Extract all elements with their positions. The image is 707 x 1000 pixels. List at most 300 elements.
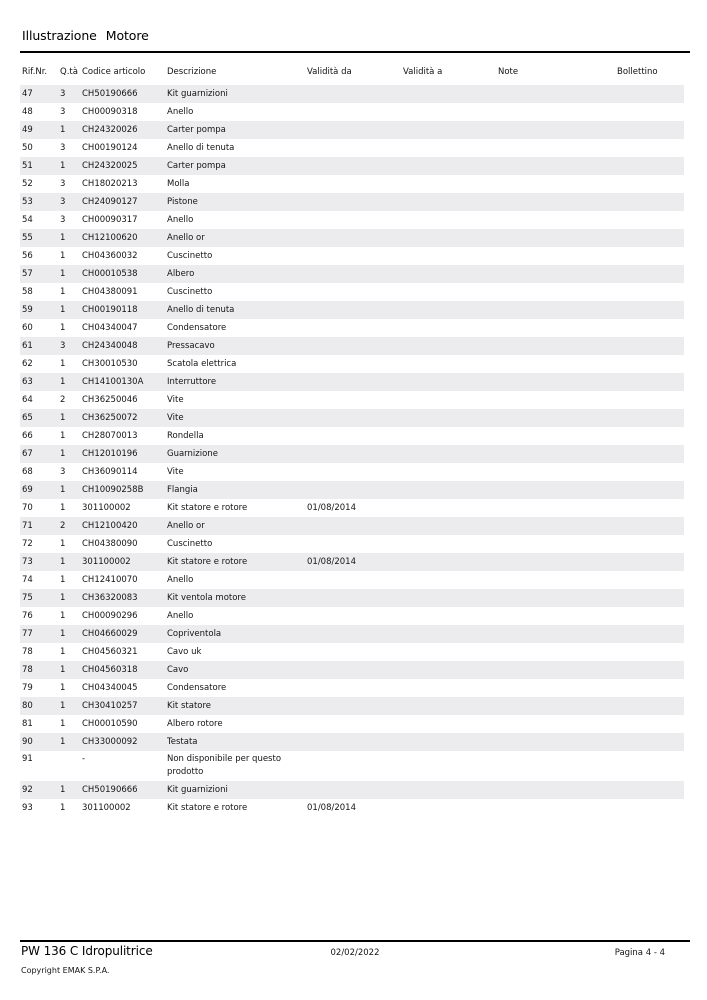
cell-rif: 47: [22, 89, 33, 99]
cell-rif: 63: [22, 377, 33, 387]
cell-qty: 1: [60, 593, 66, 603]
cell-vda: [307, 679, 403, 697]
cell-note: [498, 247, 617, 265]
cell-desc: Kit statore e rotore: [167, 557, 248, 567]
cell-rif: 93: [22, 803, 33, 813]
table-row: [20, 373, 684, 391]
cell-va: [403, 463, 498, 481]
cell-boll: [617, 571, 684, 589]
cell-desc: Kit guarnizioni: [167, 785, 228, 795]
cell-qty: 1: [60, 785, 66, 795]
cell-boll: [617, 445, 684, 463]
cell-boll: [617, 301, 684, 319]
cell-boll: [617, 175, 684, 193]
cell-rif: 91: [22, 754, 33, 764]
cell-rif: 65: [22, 413, 33, 423]
cell-note: [498, 391, 617, 409]
cell-code: -: [82, 754, 86, 764]
table-row: [20, 733, 684, 751]
cell-vda: [307, 175, 403, 193]
cell-qty: [57, 753, 82, 781]
cell-note: [498, 265, 617, 283]
table-header: [20, 63, 684, 81]
cell-note: [498, 661, 617, 679]
cell-boll: [617, 247, 684, 265]
cell-vda: [307, 319, 403, 337]
cell-desc: Cavo: [167, 665, 189, 675]
cell-qty: 2: [60, 521, 66, 531]
cell-vda: [307, 211, 403, 229]
cell-va: [403, 283, 498, 301]
cell-qty: 1: [60, 287, 66, 297]
cell-rif: 77: [22, 629, 33, 639]
cell-code: CH10090258B: [82, 485, 144, 495]
cell-va: [403, 319, 498, 337]
cell-note: [498, 571, 617, 589]
cell-rif: 76: [22, 611, 33, 621]
cell-note: [498, 373, 617, 391]
cell-desc: Cuscinetto: [167, 251, 213, 261]
table-row: [20, 643, 684, 661]
cell-va: [403, 355, 498, 373]
cell-code: CH24340048: [82, 341, 138, 351]
cell-qty: 1: [60, 431, 66, 441]
cell-code: CH30410257: [82, 701, 138, 711]
table-row: [20, 535, 684, 553]
cell-rif: 72: [22, 539, 33, 549]
cell-qty: 1: [60, 629, 66, 639]
cell-code: CH36090114: [82, 467, 138, 477]
cell-qty: 1: [60, 251, 66, 261]
cell-rif: 64: [22, 395, 33, 405]
cell-qty: 3: [60, 215, 66, 225]
cell-desc: Vite: [167, 395, 184, 405]
cell-vda: [307, 589, 403, 607]
table-header-row: [20, 63, 684, 81]
cell-note: [498, 85, 617, 103]
cell-vda: [307, 373, 403, 391]
cell-rif: 57: [22, 269, 33, 279]
cell-code: CH50190666: [82, 785, 138, 795]
cell-desc: Vite: [167, 467, 184, 477]
table-row: [20, 265, 684, 283]
cell-vda: [307, 661, 403, 679]
cell-vda: [307, 139, 403, 157]
cell-va: [403, 607, 498, 625]
cell-rif: 56: [22, 251, 33, 261]
cell-qty: 1: [60, 161, 66, 171]
cell-va: [403, 301, 498, 319]
table-row: [20, 715, 684, 733]
cell-qty: 1: [60, 449, 66, 459]
cell-qty: 3: [60, 197, 66, 207]
cell-rif: 74: [22, 575, 33, 585]
page-title-label: Illustrazione: [22, 28, 97, 43]
cell-desc: Kit statore e rotore: [167, 803, 248, 813]
table-row: [20, 799, 684, 817]
cell-desc: Kit statore: [167, 701, 212, 711]
cell-va: [403, 781, 498, 799]
cell-va: [403, 661, 498, 679]
cell-code: CH00090317: [82, 215, 138, 225]
cell-qty: 1: [60, 557, 66, 567]
cell-desc: Copriventola: [167, 629, 222, 639]
cell-desc: Vite: [167, 413, 184, 423]
cell-code: CH12010196: [82, 449, 138, 459]
cell-rif: 71: [22, 521, 33, 531]
cell-rif: 68: [22, 467, 33, 477]
cell-note: [498, 409, 617, 427]
cell-va: [403, 85, 498, 103]
cell-desc: Pistone: [167, 197, 198, 207]
cell-note: [498, 753, 617, 781]
cell-code: CH12410070: [82, 575, 138, 585]
cell-rif: 60: [22, 323, 33, 333]
table-row: [20, 463, 684, 481]
cell-vda: [307, 193, 403, 211]
table-row: [20, 211, 684, 229]
cell-vda: [307, 427, 403, 445]
cell-desc: Carter pompa: [167, 161, 226, 171]
cell-note: [498, 625, 617, 643]
cell-vda: 01/08/2014: [307, 557, 356, 567]
cell-boll: [617, 781, 684, 799]
cell-rif: 67: [22, 449, 33, 459]
cell-rif: 51: [22, 161, 33, 171]
cell-boll: [617, 319, 684, 337]
title-rule: [20, 51, 690, 53]
cell-qty: 3: [60, 341, 66, 351]
cell-rif: 70: [22, 503, 33, 513]
table-row: [20, 139, 684, 157]
cell-rif: 81: [22, 719, 33, 729]
cell-va: [403, 499, 498, 517]
cell-boll: [617, 427, 684, 445]
cell-va: [403, 535, 498, 553]
cell-note: [498, 301, 617, 319]
cell-desc: Testata: [167, 737, 198, 747]
cell-code: CH04560318: [82, 665, 138, 675]
cell-va: [403, 517, 498, 535]
table-row: [20, 679, 684, 697]
cell-code: CH24320026: [82, 125, 138, 135]
cell-desc: Anello: [167, 215, 194, 225]
cell-desc: Molla: [167, 179, 190, 189]
cell-va: [403, 229, 498, 247]
column-header-code: Codice articolo: [82, 67, 146, 77]
cell-note: [498, 781, 617, 799]
cell-vda: [307, 535, 403, 553]
cell-vda: 01/08/2014: [307, 503, 356, 513]
table-row: [20, 697, 684, 715]
page-title-value: Motore: [105, 28, 149, 43]
cell-boll: [617, 121, 684, 139]
cell-note: [498, 193, 617, 211]
cell-code: CH00010590: [82, 719, 138, 729]
table-row: [20, 355, 684, 373]
column-header-rif: Rif.Nr.: [22, 67, 48, 77]
cell-vda: [307, 283, 403, 301]
cell-vda: [307, 781, 403, 799]
cell-qty: 1: [60, 413, 66, 423]
cell-va: [403, 175, 498, 193]
cell-note: [498, 715, 617, 733]
cell-desc: Albero rotore: [167, 719, 223, 729]
cell-desc: Anello or: [167, 521, 205, 531]
cell-desc: Anello: [167, 107, 194, 117]
column-header-desc: Descrizione: [167, 67, 217, 77]
cell-note: [498, 355, 617, 373]
cell-vda: [307, 121, 403, 139]
cell-vda: [307, 715, 403, 733]
cell-note: [498, 799, 617, 817]
cell-note: [498, 121, 617, 139]
footer-page-number: Pagina 4 - 4: [614, 948, 665, 958]
table-row: [20, 175, 684, 193]
cell-boll: [617, 499, 684, 517]
cell-note: [498, 697, 617, 715]
cell-desc: Carter pompa: [167, 125, 226, 135]
cell-vda: [307, 355, 403, 373]
cell-rif: 50: [22, 143, 33, 153]
cell-va: [403, 139, 498, 157]
cell-rif: 55: [22, 233, 33, 243]
cell-desc: Anello: [167, 611, 194, 621]
cell-va: [403, 373, 498, 391]
cell-va: [403, 103, 498, 121]
cell-boll: [617, 607, 684, 625]
cell-qty: 1: [60, 701, 66, 711]
cell-code: CH04380091: [82, 287, 138, 297]
cell-rif: 53: [22, 197, 33, 207]
cell-boll: [617, 283, 684, 301]
table-row: [20, 499, 684, 517]
cell-desc: Kit guarnizioni: [167, 89, 228, 99]
cell-boll: [617, 733, 684, 751]
cell-note: [498, 337, 617, 355]
cell-qty: 1: [60, 377, 66, 387]
cell-code: CH14100130A: [82, 377, 144, 387]
cell-note: [498, 157, 617, 175]
cell-code: CH28070013: [82, 431, 138, 441]
cell-qty: 3: [60, 467, 66, 477]
column-header-va: Validità a: [403, 67, 443, 77]
cell-vda: [307, 643, 403, 661]
cell-code: CH00090318: [82, 107, 138, 117]
table-row: [20, 193, 684, 211]
cell-desc: Condensatore: [167, 683, 227, 693]
cell-code: CH18020213: [82, 179, 138, 189]
cell-code: CH36250046: [82, 395, 138, 405]
cell-vda: [307, 103, 403, 121]
cell-desc: Condensatore: [167, 323, 227, 333]
cell-qty: 1: [60, 539, 66, 549]
cell-code: CH00190118: [82, 305, 138, 315]
cell-qty: 3: [60, 179, 66, 189]
cell-vda: [307, 481, 403, 499]
cell-va: [403, 193, 498, 211]
cell-code: CH30010530: [82, 359, 138, 369]
cell-va: [403, 121, 498, 139]
cell-desc: Pressacavo: [167, 341, 215, 351]
cell-boll: [617, 697, 684, 715]
cell-note: [498, 211, 617, 229]
cell-note: [498, 589, 617, 607]
table-row: [20, 607, 684, 625]
cell-desc: Anello: [167, 575, 194, 585]
cell-rif: 92: [22, 785, 33, 795]
cell-boll: [617, 85, 684, 103]
cell-desc: Guarnizione: [167, 449, 218, 459]
cell-code: CH50190666: [82, 89, 138, 99]
cell-rif: 80: [22, 701, 33, 711]
column-header-note: Note: [498, 67, 519, 77]
cell-note: [498, 607, 617, 625]
cell-va: [403, 625, 498, 643]
cell-rif: 48: [22, 107, 33, 117]
table-row: [20, 661, 684, 679]
cell-note: [498, 481, 617, 499]
parts-table: [20, 85, 684, 817]
cell-code: CH00010538: [82, 269, 138, 279]
cell-qty: 1: [60, 683, 66, 693]
cell-vda: [307, 391, 403, 409]
cell-va: [403, 391, 498, 409]
table-row: [20, 589, 684, 607]
cell-boll: [617, 265, 684, 283]
cell-note: [498, 733, 617, 751]
cell-note: [498, 139, 617, 157]
cell-rif: 79: [22, 683, 33, 693]
cell-note: [498, 463, 617, 481]
footer-date: 02/02/2022: [330, 948, 380, 958]
cell-vda: [307, 463, 403, 481]
footer-copyright: Copyright EMAK S.P.A.: [21, 966, 110, 975]
cell-boll: [617, 661, 684, 679]
cell-code: CH04380090: [82, 539, 138, 549]
cell-vda: [307, 157, 403, 175]
cell-va: [403, 697, 498, 715]
cell-code: CH04360032: [82, 251, 138, 261]
cell-vda: [307, 247, 403, 265]
cell-vda: [307, 409, 403, 427]
cell-desc: Cuscinetto: [167, 539, 213, 549]
table-row: [20, 571, 684, 589]
cell-boll: [617, 211, 684, 229]
cell-qty: 1: [60, 485, 66, 495]
cell-vda: 01/08/2014: [307, 803, 356, 813]
table-row: [20, 157, 684, 175]
table-row: [20, 121, 684, 139]
cell-rif: 66: [22, 431, 33, 441]
table-row: [20, 517, 684, 535]
cell-va: [403, 157, 498, 175]
cell-vda: [307, 265, 403, 283]
cell-boll: [617, 535, 684, 553]
cell-code: CH24320025: [82, 161, 138, 171]
cell-note: [498, 283, 617, 301]
cell-va: [403, 571, 498, 589]
cell-vda: [307, 753, 403, 781]
cell-qty: 1: [60, 269, 66, 279]
cell-rif: 49: [22, 125, 33, 135]
table-row: [20, 103, 684, 121]
cell-boll: [617, 103, 684, 121]
cell-note: [498, 517, 617, 535]
cell-desc: Albero: [167, 269, 195, 279]
cell-va: [403, 589, 498, 607]
cell-vda: [307, 733, 403, 751]
cell-rif: 61: [22, 341, 33, 351]
cell-va: [403, 445, 498, 463]
cell-desc: Cuscinetto: [167, 287, 213, 297]
cell-qty: 1: [60, 803, 66, 813]
cell-va: [403, 427, 498, 445]
table-row: [20, 751, 684, 781]
cell-qty: 1: [60, 359, 66, 369]
cell-desc: Anello di tenuta: [167, 305, 235, 315]
cell-code: 301100002: [82, 803, 131, 813]
cell-va: [403, 799, 498, 817]
cell-boll: [617, 409, 684, 427]
table-row: [20, 229, 684, 247]
cell-boll: [617, 589, 684, 607]
cell-qty: 2: [60, 395, 66, 405]
cell-code: CH00090296: [82, 611, 138, 621]
cell-boll: [617, 337, 684, 355]
cell-code: 301100002: [82, 503, 131, 513]
cell-boll: [617, 229, 684, 247]
cell-rif: 78: [22, 665, 33, 675]
cell-code: CH36320083: [82, 593, 138, 603]
cell-va: [403, 643, 498, 661]
cell-desc: Rondella: [167, 431, 204, 441]
cell-qty: 1: [60, 737, 66, 747]
cell-code: CH04560321: [82, 647, 138, 657]
cell-desc: Cavo uk: [167, 647, 202, 657]
table-row: [20, 427, 684, 445]
cell-note: [498, 553, 617, 571]
cell-qty: 1: [60, 233, 66, 243]
cell-desc: Interruttore: [167, 377, 217, 387]
cell-boll: [617, 157, 684, 175]
cell-qty: 1: [60, 611, 66, 621]
cell-note: [498, 445, 617, 463]
cell-va: [403, 247, 498, 265]
table-row: [20, 391, 684, 409]
cell-boll: [617, 679, 684, 697]
cell-boll: [617, 139, 684, 157]
cell-va: [403, 733, 498, 751]
cell-rif: 90: [22, 737, 33, 747]
cell-boll: [617, 553, 684, 571]
cell-note: [498, 643, 617, 661]
cell-boll: [617, 643, 684, 661]
cell-qty: 1: [60, 719, 66, 729]
cell-boll: [617, 715, 684, 733]
table-row: [20, 337, 684, 355]
cell-vda: [307, 85, 403, 103]
table-row: [20, 247, 684, 265]
table-row: [20, 283, 684, 301]
cell-qty: 1: [60, 323, 66, 333]
cell-code: CH36250072: [82, 413, 138, 423]
cell-vda: [307, 571, 403, 589]
cell-va: [403, 265, 498, 283]
cell-va: [403, 337, 498, 355]
cell-qty: 1: [60, 305, 66, 315]
cell-rif: 69: [22, 485, 33, 495]
